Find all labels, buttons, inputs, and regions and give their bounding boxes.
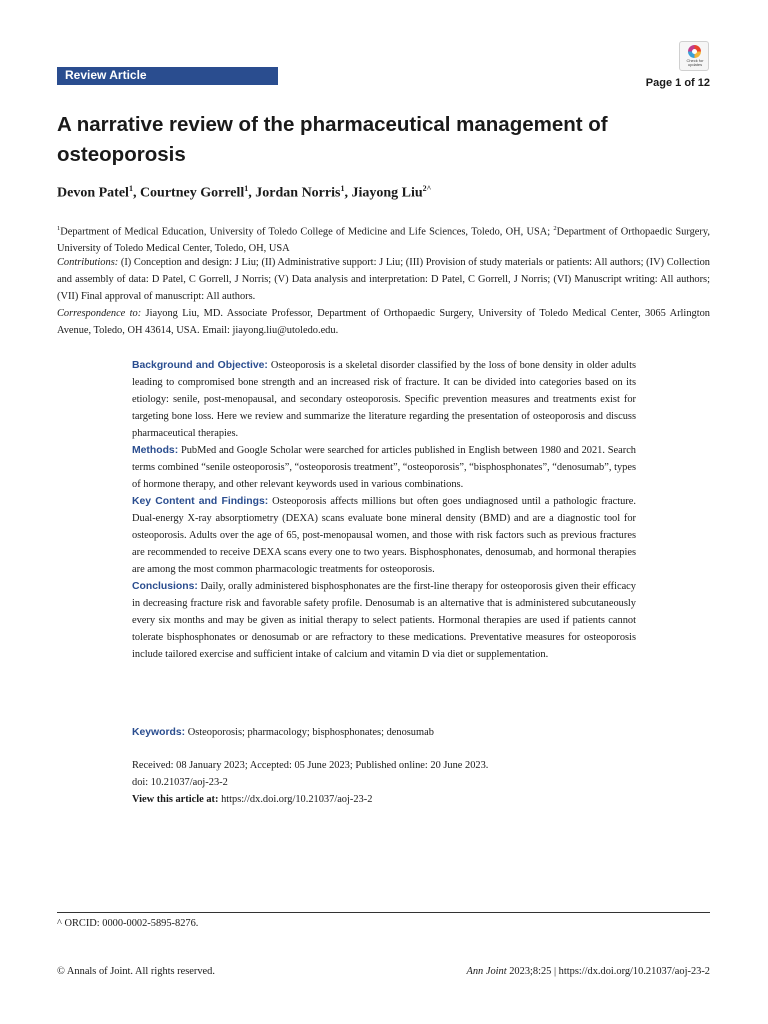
keywords-heading: Keywords: <box>132 727 186 738</box>
methods-text: PubMed and Google Scholar were searched for articles published in English between 1980 and 2021. Search terms combined “senile osteoporosis”, “osteoporosis treatment”, “osteoporosis”, “bisphosphonates”, “denosumab”, types of hormone therapy, and other relevant keywords used in various combinations. <box>132 445 636 490</box>
background-text: Osteoporosis is a skeletal disorder classified by the loss of bone density in older adults leading to compromised bone strength and an increased risk of fracture. It can be divided into categories based on its etiology: senile, post-menopausal, and secondary osteoporosis. Specific prevention measures and treatments exist for targeting bone loss. Here we review and summarize the literature regarding the presentation of osteoporosis and discuss pharmaceutical therapies. <box>132 360 636 439</box>
publication-info <box>132 757 488 808</box>
affiliation-1: Department of Medical Education, University of Toledo College of Medicine and Life Sciences, Toledo, OH, USA; <box>60 226 554 238</box>
methods-heading: Methods: <box>132 445 179 456</box>
affiliation-2: Department of Orthopaedic Surgery, University of Toledo Medical Center, Toledo, OH, USA <box>57 226 710 255</box>
author-name: Jordan Norris <box>255 185 341 201</box>
abstract-conclusions <box>132 578 636 663</box>
background-heading: Background and Objective: <box>132 360 268 371</box>
abstract-background <box>132 357 636 442</box>
contributions <box>57 254 710 305</box>
author-name: Jiayong Liu <box>351 185 423 201</box>
correspondence-text: Jiayong Liu, MD. Associate Professor, Department of Orthopaedic Surgery, University of Toledo Medical Center, 3065 Arlington Avenue, Toledo, OH 43614, USA. Email: jiayong.liu@utoledo.edu. <box>57 308 710 336</box>
conclusions-text: Daily, orally administered bisphosphonates are the first-line therapy for osteoporosis given their efficacy in decreasing fracture risk and favorable safety profile. Denosumab is an alternative that is administered subcutaneously every six months and may be given as initial therapy to select patients. Hormonal therapies are used if patients cannot tolerate bisphosphonates or denosumab or are refractory to these medications. Preventative measures for osteoporosis include tailored exercise and sufficient intake of calcium and vitamin D via diet or supplementation. <box>132 581 636 660</box>
abstract-findings <box>132 493 636 578</box>
author-name: Courtney Gorrell <box>139 185 245 201</box>
abstract-methods <box>132 442 636 493</box>
contributions-label: Contributions: <box>57 257 119 268</box>
author-sup: 1 <box>244 184 249 193</box>
author-sup: 1 <box>128 184 133 193</box>
publication-dates: Received: 08 January 2023; Accepted: 05 June 2023; Published online: 20 June 2023. <box>132 760 489 771</box>
author-sup: 1 <box>340 184 345 193</box>
citation-text[interactable]: 2023;8:25 | https://dx.doi.org/10.21037/aoj-23-2 <box>506 966 710 977</box>
author-separator: , <box>344 185 352 201</box>
article-type-banner <box>57 67 278 85</box>
orcid-footnote: ^ ORCID: 0000-0002-5895-8276. <box>57 918 199 929</box>
correspondence <box>57 305 710 339</box>
view-article-link[interactable]: https://dx.doi.org/10.21037/aoj-23-2 <box>218 794 373 805</box>
page-number: Page 1 of 12 <box>645 77 710 89</box>
findings-text: Osteoporosis affects millions but often goes undiagnosed until a pathologic fracture. Dual-energy X-ray absorptiometry (DEXA) scans evaluate bone mineral density (BMD) and are a diagnostic tool for osteoporosis. Adults over the age of 65, post-menopausal women, and those with risk factors such as previous fractures are recommended to receive DEXA scans every one to two years. Bisphosphonates, denosumab, and hormonal therapies are among the most common pharmacologic treatments for osteoporosis. <box>132 496 637 575</box>
keywords <box>132 724 434 741</box>
author-list <box>57 184 431 202</box>
affiliation-sup: 1 <box>57 225 61 232</box>
doi: doi: 10.21037/aoj-23-2 <box>132 777 228 788</box>
journal-name: Ann Joint <box>466 966 507 977</box>
journal-citation <box>467 966 710 977</box>
conclusions-heading: Conclusions: <box>132 581 198 592</box>
affiliation-sup: 2 <box>553 225 557 232</box>
author-name: Devon Patel <box>57 185 129 201</box>
copyright: © Annals of Joint. All rights reserved. <box>57 966 215 977</box>
check-updates-label: Check for updates <box>686 58 704 67</box>
check-for-updates-badge[interactable] <box>679 41 709 71</box>
keywords-text: Osteoporosis; pharmacology; bisphosphonates; denosumab <box>185 727 434 738</box>
author-sup: 2^ <box>422 184 432 193</box>
check-updates-icon <box>688 45 701 58</box>
footnote-divider <box>57 912 710 913</box>
correspondence-label: Correspondence to: <box>57 308 142 319</box>
view-article-label: View this article at: <box>132 794 219 805</box>
abstract <box>132 357 636 663</box>
contributions-text: (I) Conception and design: J Liu; (II) Administrative support: J Liu; (III) Provision of study materials or patients: All authors; (IV) Collection and assembly of data: D Patel, C Gorrell, J Norris; (V) Data analysis and interpretation: D Patel, C Gorrell, J Norris; (VI) Manuscript writing: All authors; (VII) Final approval of manuscript: All authors. <box>57 257 710 302</box>
article-title: A narrative review of the pharmaceutical management of osteoporosis <box>57 113 608 166</box>
article-type-label: Review Article <box>65 68 147 82</box>
findings-heading: Key Content and Findings: <box>132 496 269 507</box>
author-separator: , <box>132 185 140 201</box>
view-article-line <box>132 791 488 808</box>
author-separator: , <box>248 185 256 201</box>
affiliations <box>57 220 710 257</box>
